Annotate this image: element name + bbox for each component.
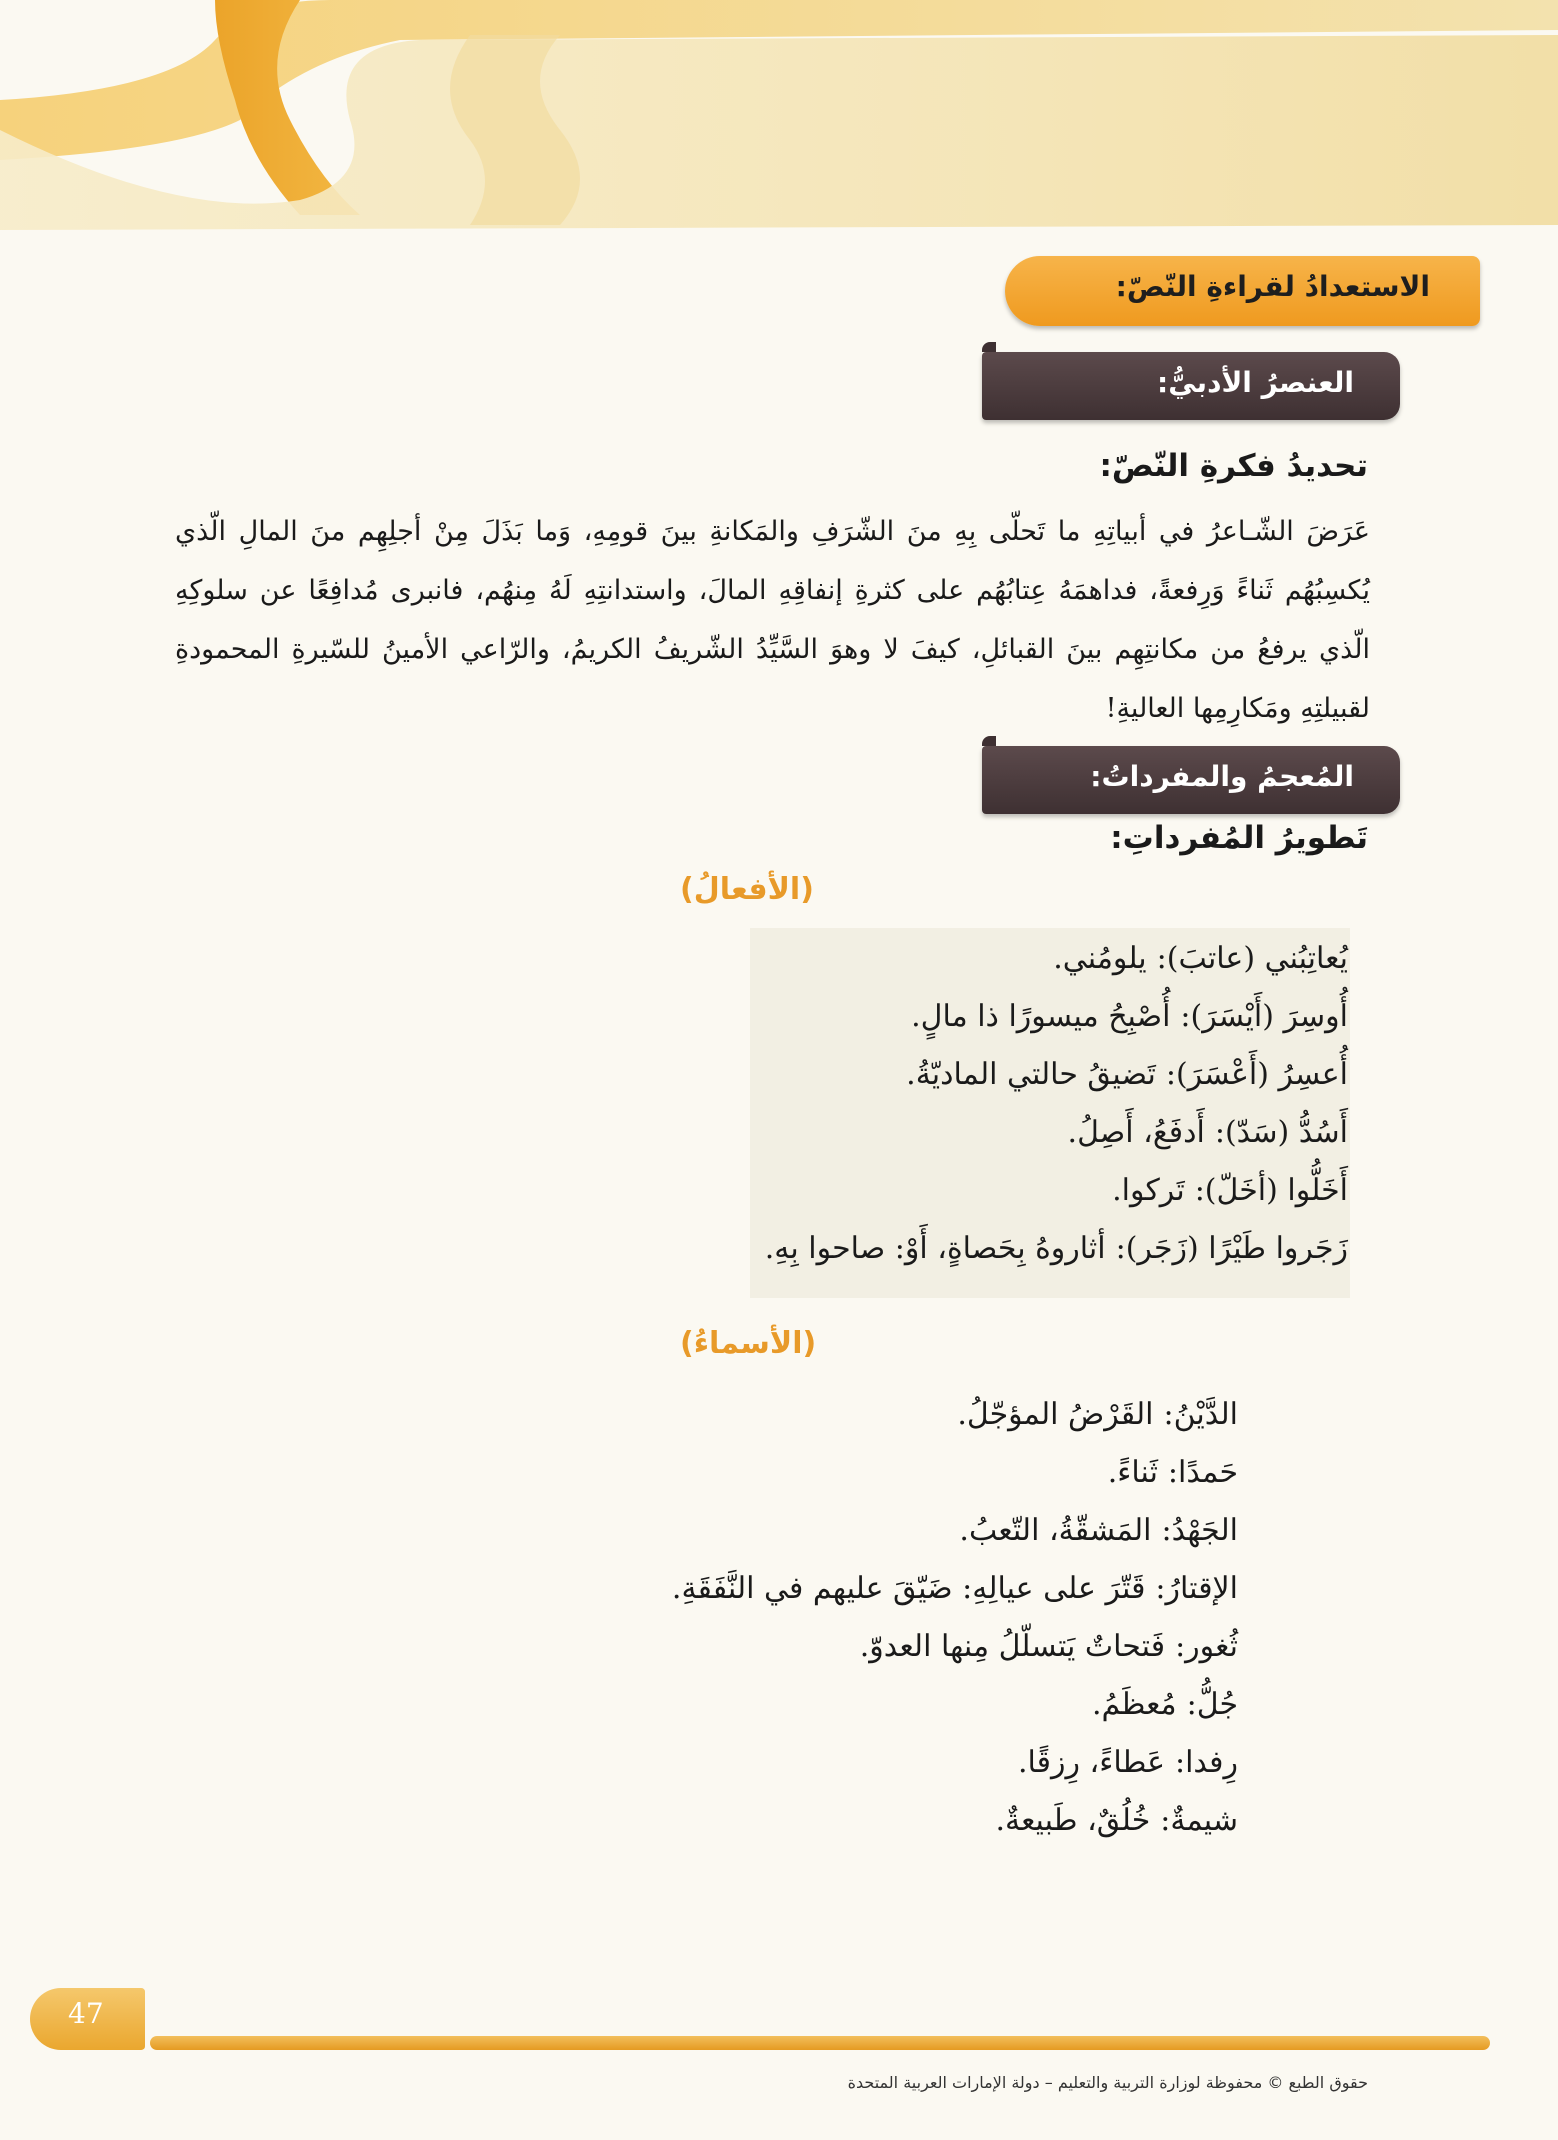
header-ribbon-decoration	[0, 0, 1558, 240]
lexicon-banner	[982, 746, 1400, 814]
text-idea-paragraph: عَرَضَ الشّـاعرُ في أبياتِهِ ما تَحلّى بِهِ منَ الشّرَفِ والمَكانةِ بينَ قومِهِ، وَما بَذَلَ مِنْ أجلِهِم منَ المالِ الّذي يُكسِبُهُم ثَناءً وَرِفعةً، فداهمَهُ عِتابُهُم على كثرةِ إنفاقِهِ المالَ، واستدانتِهِ لَهُ مِنهُم، فانبرى مُدافِعًا عن سلوكِهِ الّذي يرفعُ من مكانتِهِم بينَ القبائلِ، كيفَ لا وهوَ السَّيِّدُ الشّريفُ الكريمُ، والرّاعي الأمينُ للسّيرةِ المحمودةِ لقبيلتِهِ ومَكارِمِها العاليةِ!	[175, 516, 1370, 724]
vocab-term: زَجَروا طَيْرًا (زَجَر):	[1115, 1231, 1348, 1266]
page-number: 47	[68, 1997, 104, 2030]
vocab-entry	[748, 1104, 1348, 1162]
vocab-definition: عَطاءً، رِزقًا.	[1018, 1745, 1165, 1780]
vocab-definition: ثَناءً.	[1107, 1455, 1158, 1490]
vocab-definition: يلومُني.	[1053, 941, 1147, 976]
vocab-definition: تَضيقُ حالتي الماديّةُ.	[906, 1057, 1156, 1092]
vocab-entry	[748, 988, 1348, 1046]
vocab-term: ثُغور:	[1175, 1629, 1238, 1664]
vocab-definition: المَشقّةُ، التّعبُ.	[959, 1513, 1152, 1548]
vocab-term: شيمةٌ:	[1160, 1803, 1238, 1838]
literary-element-banner	[982, 352, 1400, 420]
text-idea-heading: تحديدُ فكرةِ النّصّ:	[1099, 448, 1368, 484]
vocab-definition: أُصْبِحُ ميسورًا ذا مالٍ.	[911, 999, 1171, 1034]
vocab-term: أُعسِرُ (أَعْسَرَ):	[1165, 1057, 1348, 1092]
vocab-definition: خُلُقٌ، طَبيعةٌ.	[995, 1803, 1151, 1838]
vocab-development-heading: تَطويرُ المُفرداتِ:	[1110, 820, 1368, 856]
vocab-definition: فَتحاتٌ يَتسلّلُ مِنها العدوّ.	[859, 1629, 1166, 1664]
literary-element-title: العنصرُ الأدبيُّ:	[1157, 366, 1354, 399]
nouns-list	[618, 1386, 1238, 1850]
vocab-entry	[748, 1220, 1348, 1278]
vocab-entry	[748, 1046, 1348, 1104]
vocab-entry	[618, 1386, 1238, 1444]
vocab-term: أُوسِرَ (أَيْسَرَ):	[1180, 999, 1348, 1034]
prep-section-banner	[1005, 256, 1480, 326]
vocab-entry	[618, 1792, 1238, 1850]
vocab-term: حَمدًا:	[1167, 1455, 1238, 1490]
vocab-entry	[618, 1444, 1238, 1502]
copyright-notice: حقوق الطبع © محفوظة لوزارة التربية والتعليم – دولة الإمارات العربية المتحدة	[847, 2073, 1368, 2092]
vocab-term: الإقتارُ:	[1155, 1571, 1238, 1606]
prep-section-title: الاستعدادُ لقراءةِ النّصّ:	[1115, 270, 1430, 303]
vocab-entry	[618, 1734, 1238, 1792]
vocab-term: أَخَلُّوا (أخَلّ):	[1194, 1173, 1348, 1208]
vocab-entry	[618, 1502, 1238, 1560]
nouns-subheading: (الأسماءُ)	[680, 1326, 817, 1361]
vocab-definition: أثاروهُ بِحَصاةٍ، أَوْ: صاحوا بِهِ.	[764, 1231, 1106, 1266]
vocab-entry	[618, 1560, 1238, 1618]
vocab-entry	[748, 1162, 1348, 1220]
vocab-definition: قَتّرَ على عيالِهِ: ضَيّقَ عليهم في النَّفَقَةِ.	[671, 1571, 1146, 1606]
vocab-definition: مُعظَمُ.	[1091, 1687, 1177, 1722]
vocab-definition: أَدفَعُ، أَصِلُ.	[1067, 1115, 1205, 1150]
verbs-list	[748, 930, 1348, 1278]
vocab-entry	[748, 930, 1348, 988]
vocab-term: رِفدا:	[1174, 1745, 1238, 1780]
vocab-term: أَسُدُّ (سَدّ):	[1214, 1115, 1348, 1150]
vocab-entry	[618, 1676, 1238, 1734]
vocab-entry	[618, 1618, 1238, 1676]
vocab-definition: القَرْضُ المؤجّلُ.	[957, 1397, 1154, 1432]
vocab-term: الجَهْدُ:	[1161, 1513, 1238, 1548]
vocab-term: الدَّيْنُ:	[1163, 1397, 1238, 1432]
verbs-subheading: (الأفعالُ)	[680, 872, 814, 907]
vocab-definition: تَركوا.	[1112, 1173, 1185, 1208]
vocab-term: جُلُّ:	[1186, 1687, 1238, 1722]
vocab-term: يُعاتِبُني (عاتبَ):	[1156, 941, 1348, 976]
footer-rule	[150, 2036, 1490, 2050]
lexicon-title: المُعجمُ والمفرداتُ:	[1090, 760, 1354, 793]
